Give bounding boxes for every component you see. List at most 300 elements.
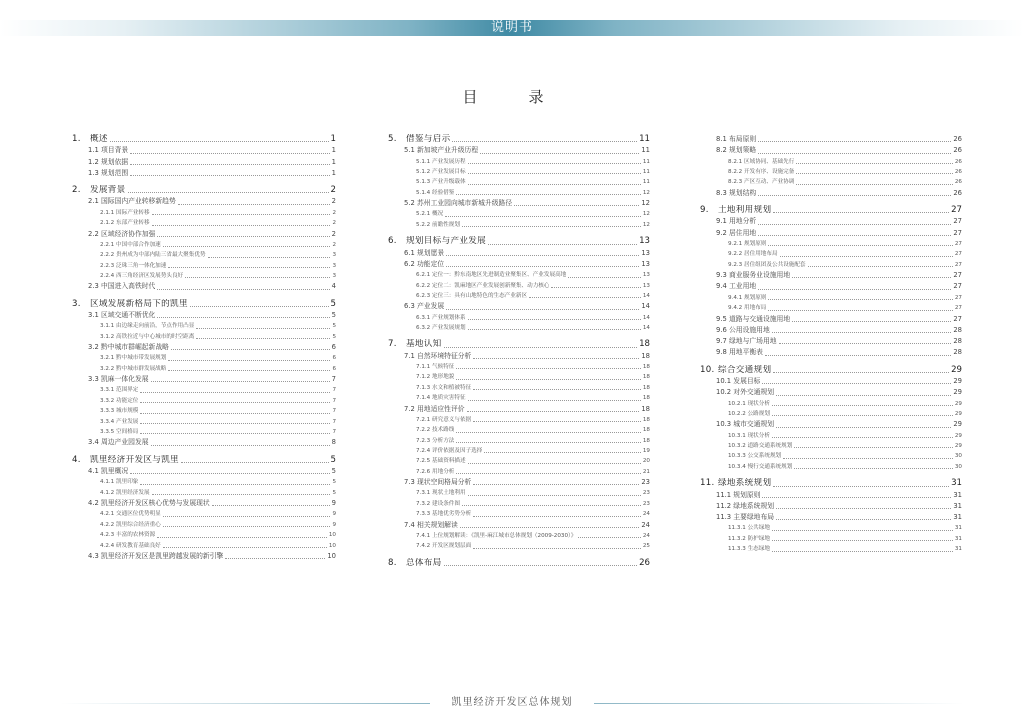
toc-page-number: 9 xyxy=(332,511,336,518)
toc-leader-dots xyxy=(196,328,330,329)
toc-section[interactable] xyxy=(72,466,336,477)
toc-subsection[interactable] xyxy=(72,353,336,363)
toc-subsection[interactable] xyxy=(72,261,336,271)
toc-leader-dots xyxy=(783,458,953,459)
toc-chapter[interactable] xyxy=(388,339,650,350)
toc-section[interactable] xyxy=(388,248,650,259)
toc-page-number: 27 xyxy=(951,205,962,216)
toc-section[interactable] xyxy=(700,188,962,199)
toc-subsection[interactable] xyxy=(388,499,650,509)
toc-section[interactable] xyxy=(72,437,336,448)
toc-section[interactable] xyxy=(72,551,336,562)
toc-subsection[interactable] xyxy=(388,383,650,393)
toc-page-number: 31 xyxy=(954,535,962,542)
toc-subsection[interactable] xyxy=(388,372,650,382)
toc-subsection[interactable] xyxy=(72,530,336,540)
toc-subsection[interactable] xyxy=(700,462,962,472)
toc-page-number: 27 xyxy=(954,294,962,301)
toc-page-number: 11 xyxy=(642,168,650,175)
toc-leader-dots xyxy=(444,347,637,348)
toc-subsection[interactable] xyxy=(388,393,650,403)
toc-leader-dots xyxy=(773,372,949,373)
toc-entry-title: 5.2.2 前瞻性规划 xyxy=(416,221,460,228)
toc-section[interactable] xyxy=(700,216,962,227)
toc-entry-title: 7.1 自然环境特征分析 xyxy=(404,351,472,360)
toc-chapter-title: 发展背景 xyxy=(90,185,126,196)
toc-section[interactable] xyxy=(700,314,962,325)
toc-leader-dots xyxy=(473,484,639,485)
toc-section[interactable] xyxy=(700,347,962,358)
toc-entry-title: 9.1 用地分析 xyxy=(716,217,757,226)
toc-entry-title: 9.8 用地平衡表 xyxy=(716,348,763,357)
toc-subsection[interactable] xyxy=(700,441,962,451)
toc-chapter[interactable] xyxy=(72,134,336,145)
toc-subsection[interactable] xyxy=(72,509,336,519)
toc-page-number: 27 xyxy=(953,282,962,291)
toc-entry-title: 7.4.1 上位规划解读：《凯里-麻江城市总体规划（2009-2030）》 xyxy=(416,532,577,539)
toc-entry-title: 9.4.1 规划原则 xyxy=(728,294,767,301)
toc-leader-dots xyxy=(468,329,641,330)
toc-page-number: 29 xyxy=(953,388,962,397)
toc-chapter-number: 7. xyxy=(388,339,397,350)
toc-leader-dots xyxy=(130,473,330,474)
toc-section[interactable] xyxy=(72,374,336,385)
toc-subsection[interactable] xyxy=(388,531,650,541)
toc-entry-title xyxy=(72,455,179,466)
toc-chapter[interactable] xyxy=(72,185,336,196)
toc-leader-dots xyxy=(168,360,330,361)
toc-page-number: 18 xyxy=(639,339,650,350)
toc-section[interactable] xyxy=(72,498,336,509)
toc-page-number: 29 xyxy=(954,432,962,439)
toc-entry-title: 10.2.2 公路规划 xyxy=(728,410,770,417)
toc-leader-dots xyxy=(157,236,329,237)
toc-leader-dots xyxy=(151,381,330,382)
toc-section[interactable] xyxy=(388,198,650,209)
toc-section[interactable] xyxy=(700,490,962,501)
toc-leader-dots xyxy=(468,173,641,174)
toc-entry-title: 5.1.1 产业发展历程 xyxy=(416,158,466,165)
toc-section[interactable] xyxy=(700,325,962,336)
toc-subsection[interactable] xyxy=(72,396,336,406)
toc-entry-title: 7.2.2 技术路线 xyxy=(416,427,455,434)
toc-page-number: 23 xyxy=(642,500,650,507)
page-title: 目 录 xyxy=(462,88,562,106)
toc-page-number: 26 xyxy=(953,135,962,143)
toc-leader-dots xyxy=(467,411,640,412)
toc-page-number: 12 xyxy=(641,199,650,208)
toc-leader-dots xyxy=(773,212,949,213)
toc-section[interactable] xyxy=(700,387,962,398)
toc-page-number: 2 xyxy=(332,209,336,216)
toc-subsection[interactable] xyxy=(700,303,962,313)
toc-entry-title: 2.1 国际国内产业转移新趋势 xyxy=(88,197,176,206)
toc-chapter[interactable] xyxy=(700,478,962,489)
toc-section[interactable] xyxy=(700,512,962,523)
toc-chapter[interactable] xyxy=(72,299,336,310)
toc-subsection[interactable] xyxy=(388,323,650,333)
toc-leader-dots xyxy=(768,245,952,246)
toc-entry-title: 6.3.1 产业规划体系 xyxy=(416,314,466,321)
toc-entry-title: 2.3 中国进入高铁时代 xyxy=(88,282,156,291)
toc-entry-title: 7.3.2 建设条件图 xyxy=(416,500,460,507)
toc-leader-dots xyxy=(765,355,951,356)
toc-page-number: 29 xyxy=(954,410,962,417)
toc-chapter-number: 4. xyxy=(72,454,81,465)
toc-subsection[interactable] xyxy=(700,451,962,461)
toc-page-number: 27 xyxy=(954,261,962,268)
toc-entry-title: 7.2.3 分析方法 xyxy=(416,437,455,444)
toc-subsection[interactable] xyxy=(388,157,650,167)
toc-leader-dots xyxy=(792,321,951,322)
toc-leader-dots xyxy=(796,184,953,185)
toc-entry-title: 7.4.2 开发区规划层面 xyxy=(416,543,472,550)
toc-chapter[interactable] xyxy=(72,455,336,466)
toc-page-number: 25 xyxy=(642,543,650,550)
toc-entry-title: 7.1.4 地质灾害特征 xyxy=(416,395,466,402)
toc-page-number: 28 xyxy=(953,348,962,357)
toc-subsection[interactable] xyxy=(700,293,962,303)
toc-leader-dots xyxy=(468,184,641,185)
toc-subsection[interactable] xyxy=(72,477,336,487)
toc-leader-dots xyxy=(468,319,641,320)
toc-chapter[interactable] xyxy=(388,558,650,569)
toc-entry-title: 3.3.1 范围界定 xyxy=(100,387,139,394)
toc-subsection[interactable] xyxy=(72,406,336,416)
toc-page-number: 11 xyxy=(642,179,650,186)
toc-entry-title: 9.3 商业服务业设施用地 xyxy=(716,271,791,280)
toc-section[interactable] xyxy=(388,477,650,488)
toc-page-number: 27 xyxy=(953,314,962,323)
toc-leader-dots xyxy=(468,463,641,464)
toc-chapter-title: 区域发展新格局下的凯里 xyxy=(90,298,188,309)
header-banner xyxy=(0,20,1024,36)
toc-page-number: 31 xyxy=(953,490,962,499)
toc-section[interactable] xyxy=(72,281,336,292)
toc-leader-dots xyxy=(794,447,953,448)
toc-leader-dots xyxy=(792,277,951,278)
toc-leader-dots xyxy=(473,389,641,390)
toc-entry-title: 11.3.2 防护绿地 xyxy=(728,535,770,542)
toc-page-number: 10 xyxy=(328,532,336,539)
toc-leader-dots xyxy=(446,309,639,310)
toc-entry-title: 5.1.3 产业升级载体 xyxy=(416,179,466,186)
toc-entry-title: 2.2.1 中国中部合作加速 xyxy=(100,241,161,248)
toc-chapter-number: 1. xyxy=(72,134,81,144)
toc-leader-dots xyxy=(578,537,640,538)
toc-page-number: 10 xyxy=(327,551,336,560)
toc-subsection[interactable] xyxy=(700,534,962,544)
toc-subsection[interactable] xyxy=(388,362,650,372)
toc-section[interactable] xyxy=(388,259,650,270)
toc-leader-dots xyxy=(456,442,640,443)
toc-leader-dots xyxy=(163,246,331,247)
toc-page-number: 1 xyxy=(331,157,336,166)
toc-subsection[interactable] xyxy=(700,157,962,167)
toc-subsection[interactable] xyxy=(388,177,650,187)
toc-subsection[interactable] xyxy=(700,431,962,441)
toc-chapter[interactable] xyxy=(700,365,962,376)
toc-page-number: 18 xyxy=(641,351,650,360)
toc-subsection[interactable] xyxy=(388,291,650,301)
toc-subsection[interactable] xyxy=(700,409,962,419)
toc-subsection[interactable] xyxy=(700,544,962,554)
toc-entry-title: 4.1 凯里概况 xyxy=(88,467,129,476)
toc-section[interactable] xyxy=(388,520,650,531)
toc-entry-title: 6.2.1 定位一：黔东南地区先进制造业聚集区、产业发展高地 xyxy=(416,272,567,279)
toc-subsection[interactable] xyxy=(72,208,336,218)
toc-subsection[interactable] xyxy=(72,427,336,437)
toc-leader-dots xyxy=(225,558,325,559)
toc-page-number: 14 xyxy=(642,324,650,331)
toc-entry-title: 7.2.5 基础资料描述 xyxy=(416,458,466,465)
toc-page-number: 18 xyxy=(642,363,650,370)
toc-leader-dots xyxy=(779,343,952,344)
toc-subsection[interactable] xyxy=(388,425,650,435)
toc-section[interactable] xyxy=(72,310,336,321)
toc-section[interactable] xyxy=(388,301,650,312)
toc-page-number: 26 xyxy=(953,146,962,155)
toc-entry-title: 7.2.1 研究意义与依据 xyxy=(416,416,472,423)
toc-entry-title: 4.2.2 凯里综合经济重心 xyxy=(100,521,161,528)
toc-subsection[interactable] xyxy=(72,488,336,498)
toc-entry-title: 6.2 功能定位 xyxy=(404,259,445,268)
toc-entry-title: 6.3.2 产业发展规划 xyxy=(416,324,466,331)
toc-section[interactable] xyxy=(388,145,650,156)
toc-leader-dots xyxy=(110,141,329,142)
toc-section[interactable] xyxy=(700,145,962,156)
toc-subsection[interactable] xyxy=(72,417,336,427)
toc-subsection[interactable] xyxy=(388,509,650,519)
toc-leader-dots xyxy=(529,297,641,298)
toc-page-number: 26 xyxy=(953,188,962,197)
toc-page-number: 24 xyxy=(641,520,650,529)
toc-subsection[interactable] xyxy=(388,270,650,280)
toc-section[interactable] xyxy=(72,229,336,240)
toc-section[interactable] xyxy=(72,145,336,156)
toc-subsection[interactable] xyxy=(72,385,336,395)
toc-leader-dots xyxy=(514,205,639,206)
toc-subsection[interactable] xyxy=(388,436,650,446)
toc-leader-dots xyxy=(456,379,640,380)
toc-section[interactable] xyxy=(72,342,336,353)
toc-subsection[interactable] xyxy=(388,188,650,198)
toc-subsection[interactable] xyxy=(388,456,650,466)
toc-subsection[interactable] xyxy=(388,488,650,498)
toc-subsection[interactable] xyxy=(388,167,650,177)
toc-section[interactable] xyxy=(388,404,650,415)
toc-subsection[interactable] xyxy=(72,240,336,250)
toc-page-number: 9 xyxy=(331,499,336,508)
toc-subsection[interactable] xyxy=(72,321,336,331)
toc-page-number: 14 xyxy=(642,314,650,321)
toc-leader-dots xyxy=(568,277,641,278)
toc-leader-dots xyxy=(772,437,953,438)
toc-page-number: 7 xyxy=(332,387,336,394)
toc-leader-dots xyxy=(758,289,951,290)
toc-section[interactable] xyxy=(72,196,336,207)
toc-subsection[interactable] xyxy=(72,250,336,260)
toc-section[interactable] xyxy=(700,270,962,281)
toc-subsection[interactable] xyxy=(700,523,962,533)
toc-page-number: 12 xyxy=(642,211,650,218)
toc-page-number: 12 xyxy=(642,189,650,196)
toc-chapter-title: 基地认知 xyxy=(406,339,442,350)
toc-leader-dots xyxy=(462,226,641,227)
toc-entry-title xyxy=(388,236,486,247)
toc-page-number: 5 xyxy=(330,454,336,465)
toc-subsection[interactable] xyxy=(388,313,650,323)
toc-page-number: 23 xyxy=(641,478,650,487)
toc-leader-dots xyxy=(208,257,331,258)
toc-section[interactable] xyxy=(700,419,962,430)
toc-entry-title xyxy=(72,185,126,196)
toc-page-number: 5 xyxy=(331,467,336,476)
toc-subsection[interactable] xyxy=(72,364,336,374)
toc-entry-title: 10.1 发展目标 xyxy=(716,376,761,385)
toc-leader-dots xyxy=(152,214,331,215)
toc-entry-title: 11.3.3 生态绿地 xyxy=(728,546,770,553)
toc-leader-dots xyxy=(196,338,330,339)
toc-section[interactable] xyxy=(700,281,962,292)
toc-entry-title: 7.3 现状空间格局分析 xyxy=(404,478,472,487)
toc-subsection[interactable] xyxy=(388,220,650,230)
toc-page-number: 18 xyxy=(642,395,650,402)
toc-subsection[interactable] xyxy=(72,541,336,551)
toc-subsection[interactable] xyxy=(700,249,962,259)
toc-page-number: 6 xyxy=(331,343,336,352)
toc-page-number: 7 xyxy=(332,418,336,425)
toc-subsection[interactable] xyxy=(700,239,962,249)
toc-leader-dots xyxy=(181,462,329,463)
toc-page-number: 27 xyxy=(954,251,962,258)
toc-leader-dots xyxy=(140,423,330,424)
toc-leader-dots xyxy=(152,225,331,226)
toc-chapter-number: 8. xyxy=(388,557,397,568)
toc-subsection[interactable] xyxy=(388,446,650,456)
toc-leader-dots xyxy=(140,484,330,485)
toc-page-number: 7 xyxy=(332,408,336,415)
toc-leader-dots xyxy=(780,256,953,257)
toc-entry-title xyxy=(388,339,442,350)
toc-leader-dots xyxy=(758,224,951,225)
banner-title: 说明书 xyxy=(490,20,533,35)
toc-entry-title: 3.4 周边产业园发展 xyxy=(88,438,149,447)
toc-chapter-title: 借鉴与启示 xyxy=(406,134,451,144)
toc-entry-title: 2.2.4 西三角经济区发展势头良好 xyxy=(100,273,184,280)
toc-chapter[interactable] xyxy=(388,134,650,145)
toc-leader-dots xyxy=(128,192,329,193)
toc-section[interactable] xyxy=(72,157,336,168)
toc-subsection[interactable] xyxy=(388,281,650,291)
toc-page-number: 5 xyxy=(332,479,336,486)
toc-leader-dots xyxy=(456,194,640,195)
toc-page-number: 11 xyxy=(642,158,650,165)
toc-subsection[interactable] xyxy=(72,271,336,281)
toc-page-number: 19 xyxy=(642,447,650,454)
toc-leader-dots xyxy=(163,547,327,548)
toc-chapter-title: 总体布局 xyxy=(406,557,442,568)
toc-leader-dots xyxy=(773,486,949,487)
toc-leader-dots xyxy=(468,163,641,164)
toc-column-3 xyxy=(700,134,962,555)
toc-subsection[interactable] xyxy=(700,167,962,177)
toc-entry-title: 10.3 城市交通规划 xyxy=(716,420,775,429)
toc-page-number: 1 xyxy=(331,146,336,155)
toc-section[interactable] xyxy=(700,376,962,387)
toc-entry-title: 3.2.1 黔中城市带发展规划 xyxy=(100,355,167,362)
toc-leader-dots xyxy=(772,332,952,333)
toc-entry-title xyxy=(72,134,108,145)
toc-entry-title: 4.2.1 交通区位优势明显 xyxy=(100,511,161,518)
toc-entry-title: 11.2 绿地系统规划 xyxy=(716,501,775,510)
toc-section[interactable] xyxy=(700,228,962,239)
toc-subsection[interactable] xyxy=(72,332,336,342)
toc-leader-dots xyxy=(772,405,953,406)
toc-page-number: 31 xyxy=(951,478,962,489)
toc-section[interactable] xyxy=(72,168,336,179)
toc-entry-title: 7.1.3 水文和植被特征 xyxy=(416,384,472,391)
toc-entry-title: 3.3 凯麻一体化发展 xyxy=(88,375,149,384)
toc-subsection[interactable] xyxy=(700,177,962,187)
toc-leader-dots xyxy=(762,497,951,498)
toc-chapter[interactable] xyxy=(388,236,650,247)
toc-subsection[interactable] xyxy=(388,415,650,425)
toc-subsection[interactable] xyxy=(388,467,650,477)
toc-page-number: 13 xyxy=(642,282,650,289)
toc-page-number: 28 xyxy=(953,337,962,346)
toc-entry-title: 2.2.2 贵州成为中部内陆三省最大聚集优势 xyxy=(100,252,206,259)
toc-entry-title: 10.3.1 现状分析 xyxy=(728,432,770,439)
toc-entry-title: 1.2 规划依据 xyxy=(88,157,129,166)
toc-page-number: 26 xyxy=(954,168,962,175)
toc-page-number: 3 xyxy=(332,262,336,269)
toc-leader-dots xyxy=(190,306,329,307)
toc-entry-title: 10.3.3 公交系统规划 xyxy=(728,453,782,460)
toc-leader-dots xyxy=(796,163,953,164)
toc-entry-title: 8.2.1 区域协同、基础先行 xyxy=(728,158,795,165)
toc-leader-dots xyxy=(468,495,641,496)
toc-page-number: 9 xyxy=(332,521,336,528)
toc-section[interactable] xyxy=(388,351,650,362)
toc-chapter-title: 绿地系统规划 xyxy=(718,478,772,489)
toc-subsection[interactable] xyxy=(72,218,336,228)
toc-page-number: 30 xyxy=(954,463,962,470)
toc-page-number: 14 xyxy=(641,302,650,311)
toc-subsection[interactable] xyxy=(72,520,336,530)
toc-entry-title: 7.2.6 用地分析 xyxy=(416,468,455,475)
toc-leader-dots xyxy=(473,516,641,517)
toc-section[interactable] xyxy=(700,134,962,145)
toc-section[interactable] xyxy=(700,336,962,347)
toc-page-number: 26 xyxy=(639,557,650,568)
toc-section[interactable] xyxy=(700,501,962,512)
toc-leader-dots xyxy=(758,141,951,142)
toc-page-number: 27 xyxy=(953,271,962,280)
toc-entry-title: 3.3.4 产业发展 xyxy=(100,418,139,425)
toc-chapter[interactable] xyxy=(700,205,962,216)
toc-subsection[interactable] xyxy=(700,260,962,270)
toc-subsection[interactable] xyxy=(388,541,650,551)
toc-entry-title: 4.2 凯里经济开发区核心优势与发展现状 xyxy=(88,499,210,508)
toc-subsection[interactable] xyxy=(388,209,650,219)
toc-entry-title xyxy=(700,205,771,216)
toc-page-number: 13 xyxy=(639,236,650,247)
toc-page-number: 14 xyxy=(642,292,650,299)
toc-subsection[interactable] xyxy=(700,399,962,409)
toc-page-number: 3 xyxy=(332,273,336,280)
toc-entry-title: 7.2.4 评价依据及因子选择 xyxy=(416,447,483,454)
